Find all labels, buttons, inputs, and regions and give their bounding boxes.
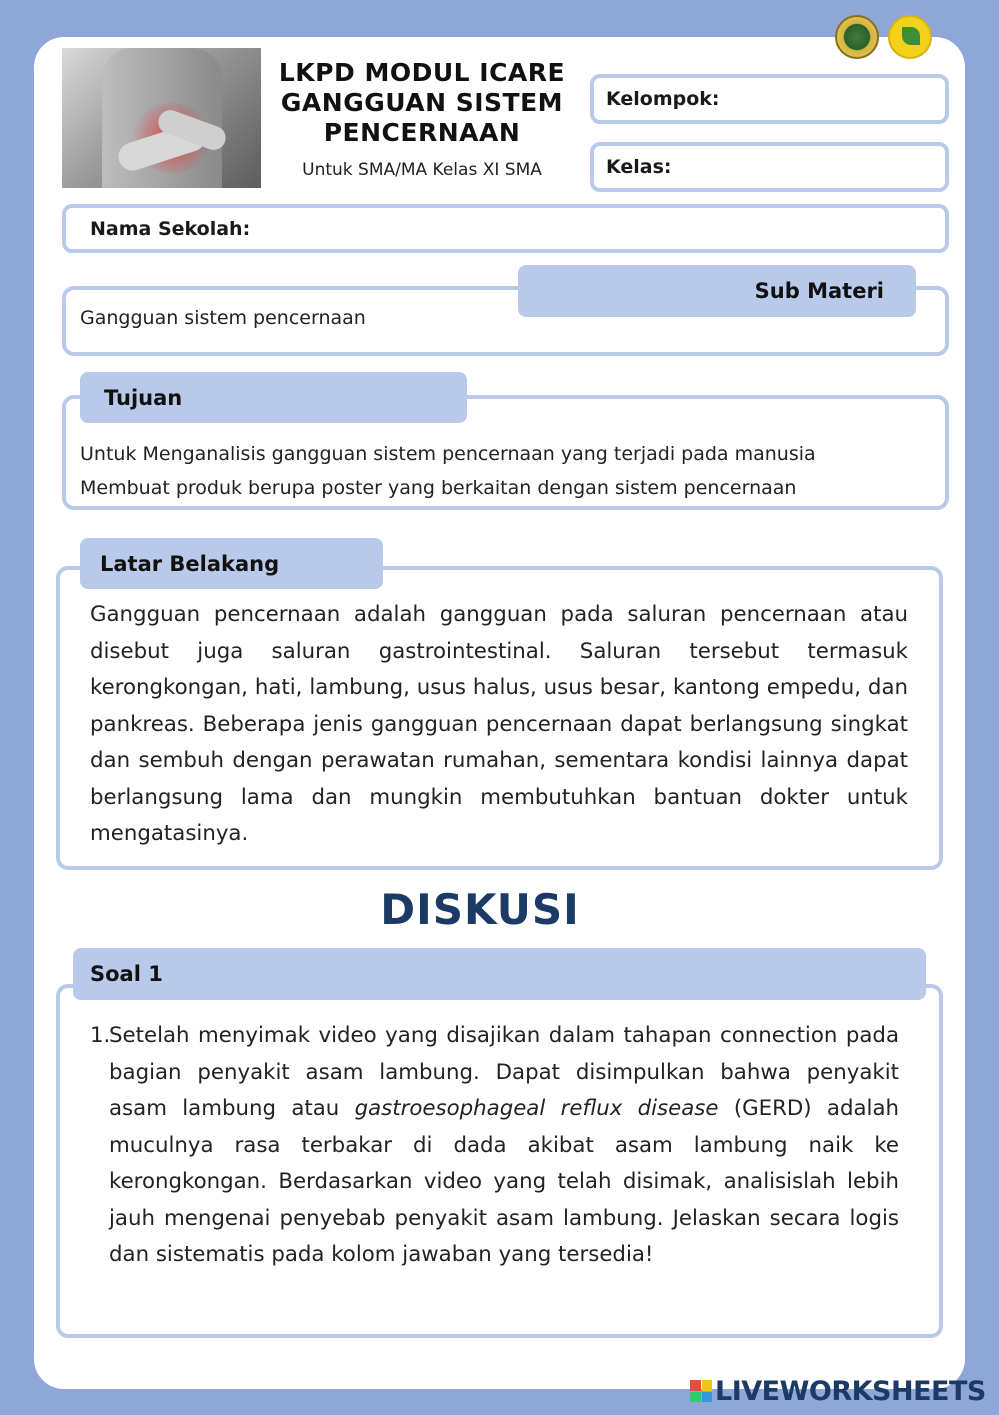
soal-1-text-before: Setelah menyimak video yang disajikan dalam tahapan connection pada bagian penyakit asam lambung. Dapat disimpulkan bahwa penyakit asam lambung atau <box>109 1023 899 1121</box>
diskusi-heading: DISKUSI <box>380 885 580 934</box>
soal-1-text-after: (GERD) adalah muculnya rasa terbakar di dada akibat asam lambung naik ke kerongkongan. Berdasarkan video yang telah disimak, analisislah lebih jauh mengenai penyebab penyakit asam lambung. Jelaskan secara logis dan sistematis pada kolom jawaban yang tersedia! <box>109 1096 900 1267</box>
tujuan-line-2: Membuat produk berupa poster yang berkaitan dengan sistem pencernaan <box>80 477 797 499</box>
nama-sekolah-field[interactable] <box>62 204 949 253</box>
liveworksheets-logo[interactable] <box>690 1376 990 1406</box>
soal-1-label: Soal 1 <box>90 962 163 986</box>
latar-belakang-tab <box>80 538 383 589</box>
latar-belakang-label: Latar Belakang <box>100 551 280 576</box>
tujuan-line-1: Untuk Menganalisis gangguan sistem pencernaan yang terjadi pada manusia <box>80 443 816 465</box>
kelas-label: Kelas: <box>606 156 672 178</box>
soal-1-text-italic: gastroesophageal reflux disease <box>354 1096 719 1121</box>
liveworksheets-brand: LIVEWORKSHEETS <box>715 1375 986 1407</box>
sub-materi-label: Sub Materi <box>754 279 884 303</box>
tujuan-label: Tujuan <box>104 385 183 410</box>
sub-materi-tab <box>518 265 916 317</box>
page-title: LKPD MODUL ICARE GANGGUAN SISTEM PENCERNAAN <box>278 58 566 147</box>
tujuan-tab <box>80 372 467 423</box>
soal-1-question <box>109 1018 899 1274</box>
soal-1-tab <box>73 948 926 1000</box>
soal-1-number: 1. <box>90 1023 111 1048</box>
kelompok-label: Kelompok: <box>606 88 720 110</box>
liveworksheets-icon <box>690 1380 712 1402</box>
kelas-field[interactable] <box>590 142 949 192</box>
kelompok-field[interactable] <box>590 74 949 124</box>
nama-sekolah-label: Nama Sekolah: <box>90 217 251 240</box>
stomach-pain-photo <box>62 48 261 188</box>
university-logo-icon <box>888 15 932 59</box>
school-seal-icon <box>835 15 879 59</box>
sub-materi-text: Gangguan sistem pencernaan <box>80 307 366 329</box>
page-subtitle: Untuk SMA/MA Kelas XI SMA <box>302 160 542 180</box>
latar-belakang-text: Gangguan pencernaan adalah gangguan pada saluran pencernaan atau disebut juga saluran gastrointestinal. Saluran tersebut termasuk kerongkongan, hati, lambung, usus halus, usus besar, kantong empedu, dan pankreas. Beberapa jenis gangguan pencernaan dapat berlangsung singkat dan sembuh dengan perawatan rumahan, sementara kondisi lainnya dapat berlangsung lama dan mungkin membutuhkan bantuan dokter untuk mengatasinya. <box>90 602 908 846</box>
